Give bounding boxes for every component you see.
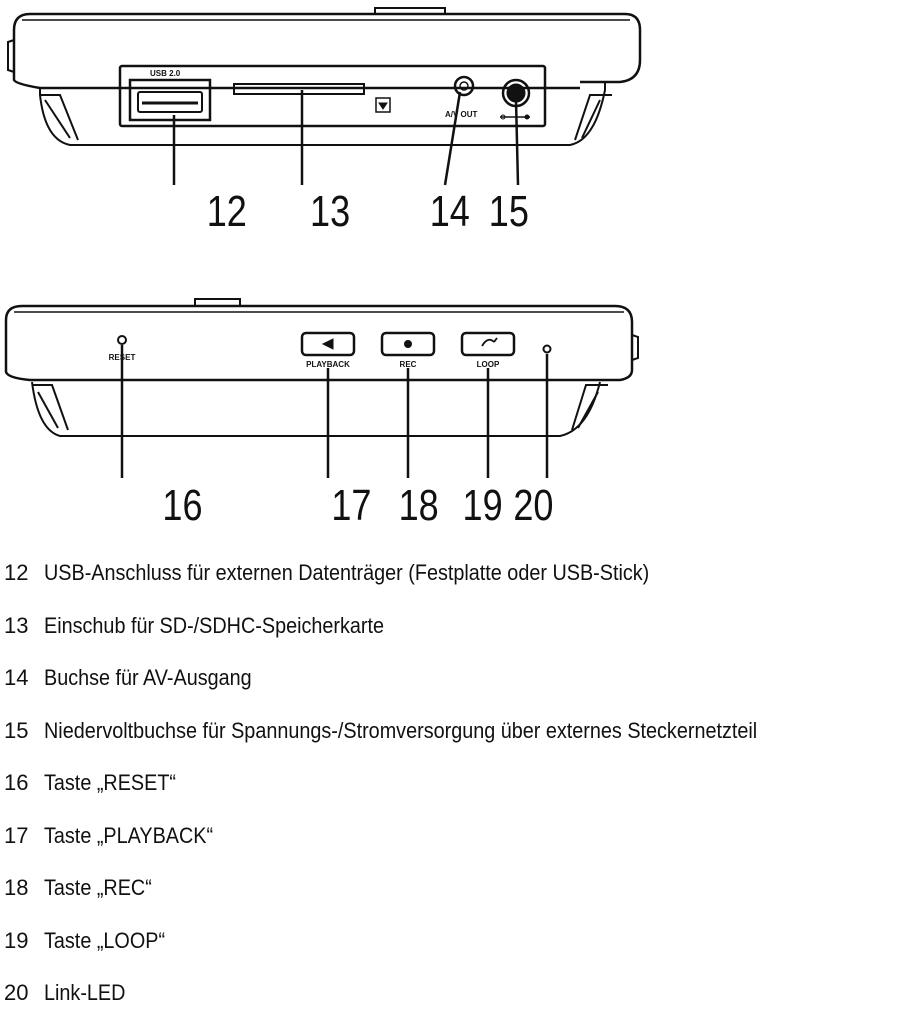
legend-text: Taste „LOOP“ (44, 927, 166, 953)
legend-text: Buchse für AV-Ausgang (44, 665, 252, 690)
legend-item (0, 770, 916, 823)
legend-item (0, 560, 916, 613)
callout-17: 17 (331, 480, 372, 530)
usb-port-label: USB 2.0 (150, 69, 181, 78)
loop-label: LOOP (476, 360, 500, 369)
legend-item (0, 613, 916, 666)
playback-label: PLAYBACK (306, 360, 350, 369)
legend-number: 19 (4, 927, 29, 953)
legend-text: Einschub für SD-/SDHC-Speicherkarte (44, 612, 385, 638)
legend-list (0, 560, 916, 1033)
callout-19: 19 (462, 480, 503, 530)
callout-16: 16 (162, 480, 203, 530)
reset-label: RESET (108, 353, 136, 362)
legend-number: 15 (4, 717, 29, 743)
legend-item (0, 928, 916, 981)
legend-item (0, 875, 916, 928)
legend-item (0, 718, 916, 771)
callout-20: 20 (513, 480, 554, 530)
legend-number: 18 (4, 875, 29, 900)
legend-item (0, 980, 916, 1033)
legend-text: Taste „RESET“ (44, 770, 177, 795)
legend-number: 17 (4, 822, 29, 848)
legend-number: 20 (4, 980, 29, 1005)
callout-14: 14 (429, 186, 470, 236)
legend-item (0, 665, 916, 718)
legend-text: Link-LED (44, 980, 126, 1005)
top-callouts (207, 187, 529, 236)
callout-18: 18 (398, 480, 439, 530)
legend-text: Taste „PLAYBACK“ (44, 822, 214, 848)
top-device-view (8, 8, 640, 185)
legend-text: USB-Anschluss für externen Datenträger (Festplatte oder USB-Stick) (44, 560, 650, 585)
legend-text: Niedervoltbuchse für Spannungs-/Stromversorgung über externes Steckernetzteil (44, 717, 758, 743)
legend-number: 13 (4, 612, 29, 638)
legend-item (0, 823, 916, 876)
av-out-label: A/V OUT (445, 110, 478, 119)
rec-label: REC (399, 360, 417, 369)
bottom-device-view (6, 299, 638, 478)
legend-number: 12 (4, 560, 29, 585)
legend-number: 14 (4, 665, 29, 690)
bottom-callouts (162, 481, 553, 530)
callout-15: 15 (488, 186, 529, 236)
callout-12: 12 (206, 186, 247, 236)
callout-13: 13 (310, 186, 351, 236)
legend-text: Taste „REC“ (44, 875, 152, 900)
legend-number: 16 (4, 770, 29, 795)
